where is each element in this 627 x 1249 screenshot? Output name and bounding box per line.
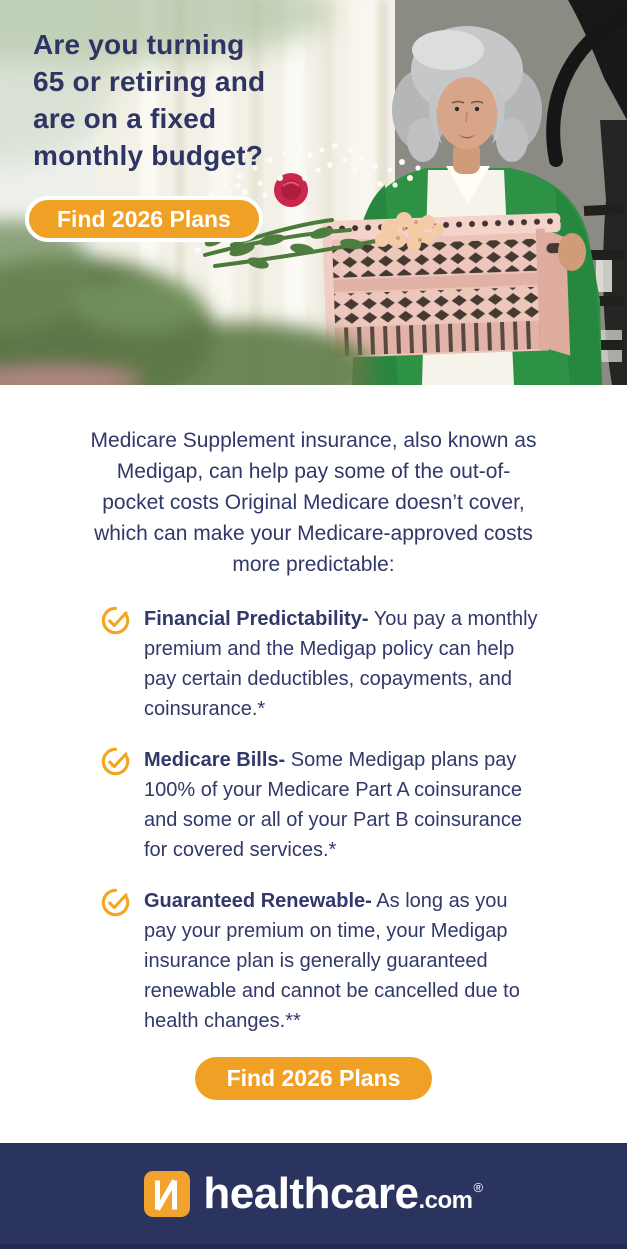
- headline-line: are on a fixed: [33, 103, 217, 134]
- list-item-title: Medicare Bills-: [144, 749, 286, 771]
- intro-paragraph: Medicare Supplement insurance, also known as Medigap, can help pay some of the out-of-pocket costs Original Medicare doesn’t cover, which can make your Medicare-approved costs more predictable:: [90, 429, 537, 576]
- healthcare-h-mark-icon: [144, 1171, 190, 1217]
- benefits-list: [100, 604, 560, 1036]
- headline-line: Are you turning: [33, 29, 245, 60]
- check-circle-icon: [100, 887, 131, 918]
- find-plans-button-hero[interactable]: Find 2026 Plans: [25, 196, 263, 242]
- list-item-title: Financial Predictability-: [144, 608, 369, 630]
- hero-section: [0, 0, 627, 385]
- list-item-body: Some Medigap plans pay 100% of your Medicare Part A coinsurance and some or all of your Part B coinsurance for covered services.*: [144, 749, 522, 861]
- list-item-body: You pay a monthly premium and the Medigap policy can help pay certain deductibles, copayments, and coinsurance.*: [144, 608, 538, 720]
- list-item-body: As long as you pay your premium on time, your Medigap insurance plan is generally guaranteed renewable and cannot be cancelled due to health changes.**: [144, 890, 520, 1032]
- logo-text: [203, 1168, 483, 1218]
- hero-headline: [33, 26, 265, 174]
- check-circle-icon: [100, 605, 131, 636]
- content-section: [0, 385, 627, 1100]
- list-item-medicare-bills: [100, 745, 560, 865]
- list-item-guaranteed-renewable: [100, 886, 560, 1036]
- cta-row: [0, 1057, 627, 1100]
- headline-line: 65 or retiring and: [33, 66, 266, 97]
- check-circle-icon: [100, 746, 131, 777]
- pink-crate: [322, 213, 570, 364]
- logo-tld: .com: [418, 1186, 473, 1214]
- healthcare-com-logo[interactable]: [144, 1168, 483, 1218]
- footer: [0, 1143, 627, 1249]
- hand: [558, 233, 586, 271]
- list-item-title: Guaranteed Renewable-: [144, 890, 372, 912]
- headline-line: monthly budget?: [33, 140, 264, 171]
- registered-mark: ®: [473, 1179, 483, 1195]
- list-item-financial-predictability: [100, 604, 560, 724]
- list-item-text: [144, 745, 540, 865]
- list-item-text: [144, 604, 540, 724]
- list-item-text: [144, 886, 540, 1036]
- find-plans-button-bottom[interactable]: Find 2026 Plans: [195, 1057, 433, 1100]
- logo-brand: healthcare: [203, 1168, 419, 1218]
